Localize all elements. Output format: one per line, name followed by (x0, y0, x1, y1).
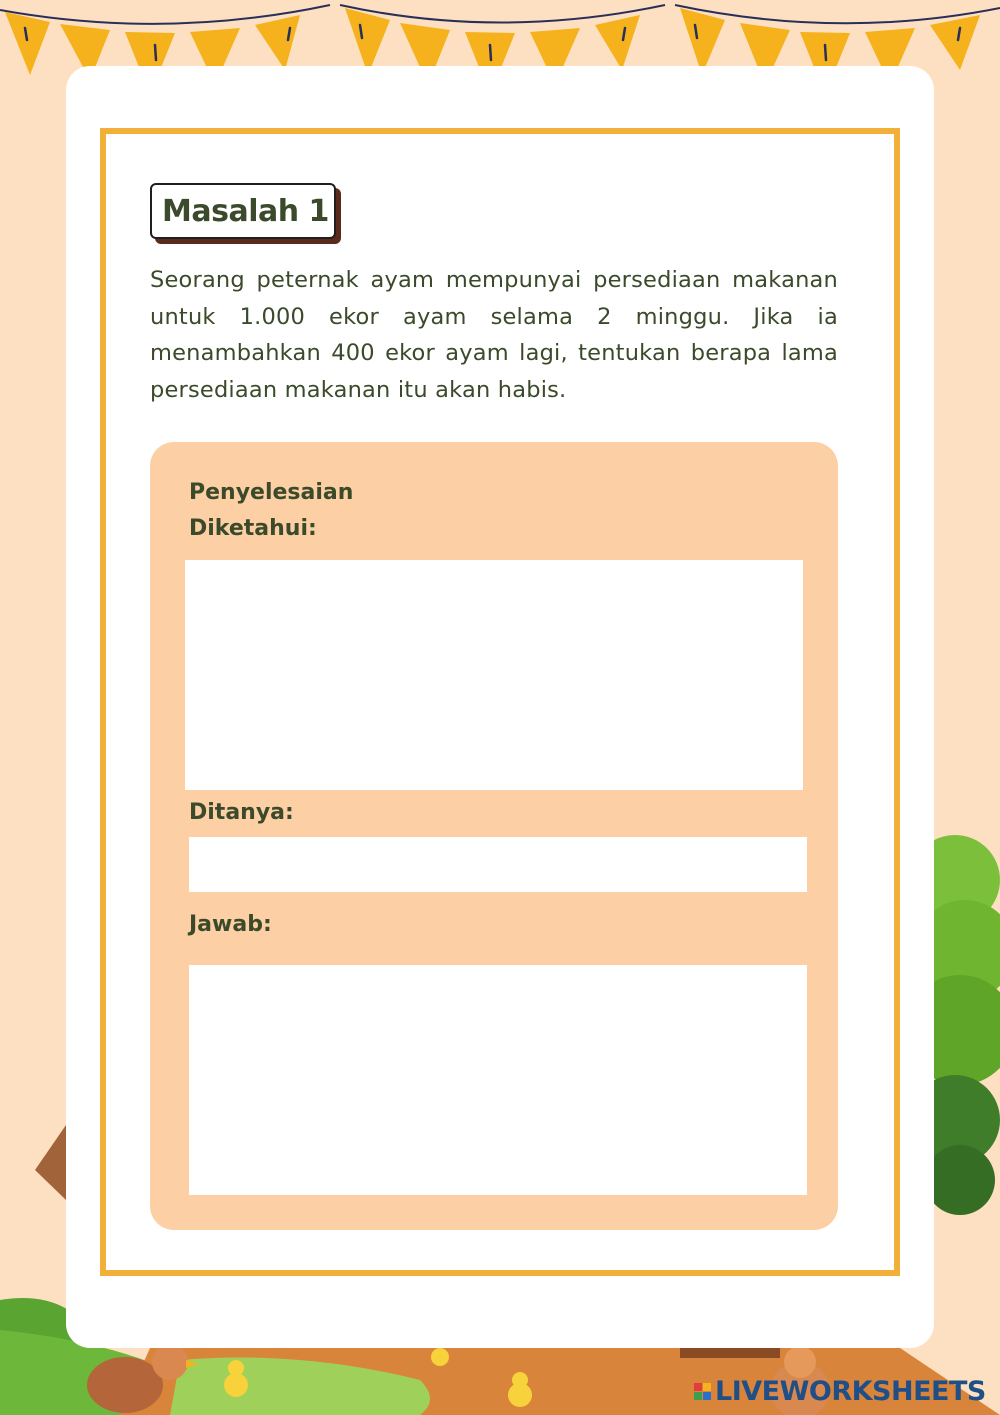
solution-heading: Penyelesaian (189, 480, 354, 505)
title-badge (150, 183, 336, 239)
asked-label: Ditanya: (189, 800, 294, 825)
answer-label: Jawab: (189, 912, 272, 937)
problem-statement: Seorang peternak ayam mempunyai persediaan makanan untuk 1.000 ekor ayam selama 2 minggu. Jika ia menambahkan 400 ekor ayam lagi, tentukan berapa lama persediaan makanan itu akan habis. (150, 267, 838, 403)
liveworksheets-logo (694, 1376, 986, 1407)
asked-answer-field[interactable] (189, 837, 807, 892)
logo-text: LIVEWORKSHEETS (715, 1376, 986, 1407)
page-title: Masalah 1 (162, 193, 329, 229)
known-label: Diketahui: (189, 516, 317, 541)
final-answer-field[interactable] (189, 965, 807, 1195)
logo-mark-icon (694, 1383, 711, 1400)
barn-roof-illustration (35, 1125, 66, 1200)
known-answer-field[interactable] (185, 560, 803, 790)
